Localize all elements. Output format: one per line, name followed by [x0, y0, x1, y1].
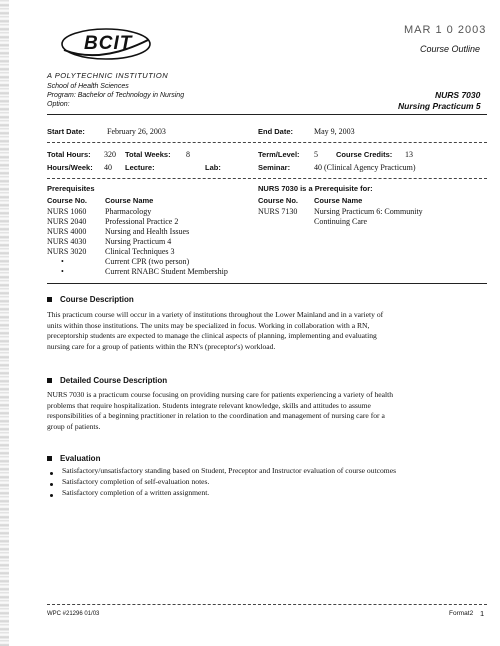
prereq-course-name: Professional Practice 2 [105, 217, 179, 226]
option-label: Option: [47, 101, 70, 108]
paragraph-line: group of patients. [47, 421, 101, 431]
lecture-label: Lecture: [125, 163, 155, 172]
list-item [47, 247, 252, 257]
prereq-course-name: Nursing Practicum 4 [105, 237, 172, 246]
prereq-bullet: • [61, 267, 64, 276]
logo-wordmark: BCIT [84, 33, 133, 54]
list-item [47, 257, 252, 267]
prereq-course-no: NURS 1060 [47, 207, 87, 216]
footer-rule [47, 604, 487, 605]
end-date-value: May 9, 2003 [314, 127, 355, 136]
end-date-label: End Date: [258, 127, 294, 136]
prereq-bullet: • [61, 257, 64, 266]
details-divider [47, 142, 487, 143]
footer-doc-id: WPC #21296 01/03 [47, 611, 100, 617]
prereq-course-no: NURS 4030 [47, 237, 87, 246]
start-date-value: February 26, 2003 [107, 127, 166, 136]
prerequisites-list [47, 207, 252, 277]
hours-week-label: Hours/Week: [47, 163, 93, 172]
evaluation-item: Satisfactory completion of self-evaluation notes. [62, 477, 210, 486]
hours-week-value: 40 [104, 163, 112, 172]
section-marker-icon [47, 297, 52, 302]
prereq-divider [47, 178, 487, 179]
paragraph-line: NURS 7030 is a practicum course focusing on providing nursing care for patients experiencing a variety of health [47, 390, 394, 399]
list-item [47, 267, 252, 277]
tagline: A POLYTECHNIC INSTITUTION [47, 71, 169, 80]
total-hours-value: 320 [104, 150, 116, 159]
course-title: Nursing Practicum 5 [398, 101, 481, 111]
bullet-icon [50, 472, 53, 475]
prerequisites-title: Prerequisites [47, 184, 95, 193]
detailed-description-heading: Detailed Course Description [60, 376, 168, 385]
list-item [47, 237, 252, 247]
course-credits-label: Course Credits: [336, 150, 393, 159]
list-item [47, 217, 252, 227]
evaluation-item: Satisfactory completion of a written assignment. [62, 488, 210, 497]
prereq-for-title: NURS 7030 is a Prerequisite for: [258, 184, 373, 193]
paragraph-line: units within those institutions. The units may be specialized in focus. Working in collaboration with a RN, [47, 320, 370, 330]
course-description-body [47, 310, 492, 352]
seminar-value: 40 (Clinical Agency Practicum) [314, 163, 416, 172]
bullet-icon [50, 483, 53, 486]
term-level-label: Term/Level: [258, 150, 300, 159]
prereq-for-col-course-no: Course No. [258, 196, 299, 205]
list-item [47, 227, 252, 237]
course-description-heading: Course Description [60, 295, 134, 304]
total-weeks-value: 8 [186, 150, 190, 159]
document-type: Course Outline [420, 44, 481, 54]
prereq-for-course-name: Nursing Practicum 6: Community [314, 207, 423, 216]
details-bottom-rule [47, 283, 487, 284]
start-date-label: Start Date: [47, 127, 85, 136]
evaluation-heading: Evaluation [60, 454, 101, 463]
course-credits-value: 13 [405, 150, 413, 159]
paragraph-line: nursing care for a group of patients within the RN's (preceptor's) workload. [47, 341, 276, 351]
evaluation-item: Satisfactory/unsatisfactory standing based on Student, Preceptor and Instructor evaluation of course outcomes [62, 466, 397, 475]
seminar-label: Seminar: [258, 163, 291, 172]
program-name: Program: Bachelor of Technology in Nursing [47, 92, 185, 99]
prereq-course-no: NURS 4000 [47, 227, 87, 236]
prereq-course-name: Pharmacology [105, 207, 152, 216]
term-level-value: 5 [314, 150, 318, 159]
scan-edge-artifact [0, 0, 9, 646]
section-marker-icon [47, 456, 52, 461]
prereq-for-course-name-cont: Continuing Care [314, 217, 368, 226]
prereq-course-name: Clinical Techniques 3 [105, 247, 175, 256]
total-hours-label: Total Hours: [47, 150, 91, 159]
prereq-course-no: NURS 2040 [47, 217, 87, 226]
course-code: NURS 7030 [435, 90, 481, 100]
prereq-for-course-no: NURS 7130 [258, 207, 298, 216]
total-weeks-label: Total Weeks: [125, 150, 171, 159]
footer-page-number: 1 [480, 609, 485, 618]
school-name: School of Health Sciences [47, 83, 129, 90]
header-rule [47, 114, 487, 115]
detailed-description-body [47, 390, 492, 432]
prereq-course-no: NURS 3020 [47, 247, 87, 256]
prereq-for-col-course-name: Course Name [314, 196, 363, 205]
section-marker-icon [47, 378, 52, 383]
paragraph-line: preceptorship students are expected to manage the clinical aspects of planning, implementing and evaluating [47, 331, 377, 340]
footer-form: Format2 [449, 610, 474, 617]
received-stamp: MAR 1 0 2003 [404, 24, 487, 36]
prereq-course-name: Current CPR (two person) [105, 257, 190, 266]
list-item [47, 207, 252, 217]
paragraph-line: responsibilities of a beginning practitioner in relation to the coordination and management of nursing care for a [47, 411, 385, 420]
prereq-col-course-no: Course No. [47, 196, 88, 205]
lab-label: Lab: [205, 163, 221, 172]
paragraph-line: problems that require hospitalization. Students integrate relevant knowledge, skills and attitudes to assume [47, 400, 371, 410]
prereq-col-course-name: Course Name [105, 196, 154, 205]
paragraph-line: This practicum course will occur in a variety of institutions throughout the Lower Mainland and in a variety of [47, 310, 384, 319]
bullet-icon [50, 494, 53, 497]
prereq-course-name: Current RNABC Student Membership [105, 267, 228, 276]
prereq-course-name: Nursing and Health Issues [105, 227, 190, 236]
bcit-logo [60, 24, 152, 64]
